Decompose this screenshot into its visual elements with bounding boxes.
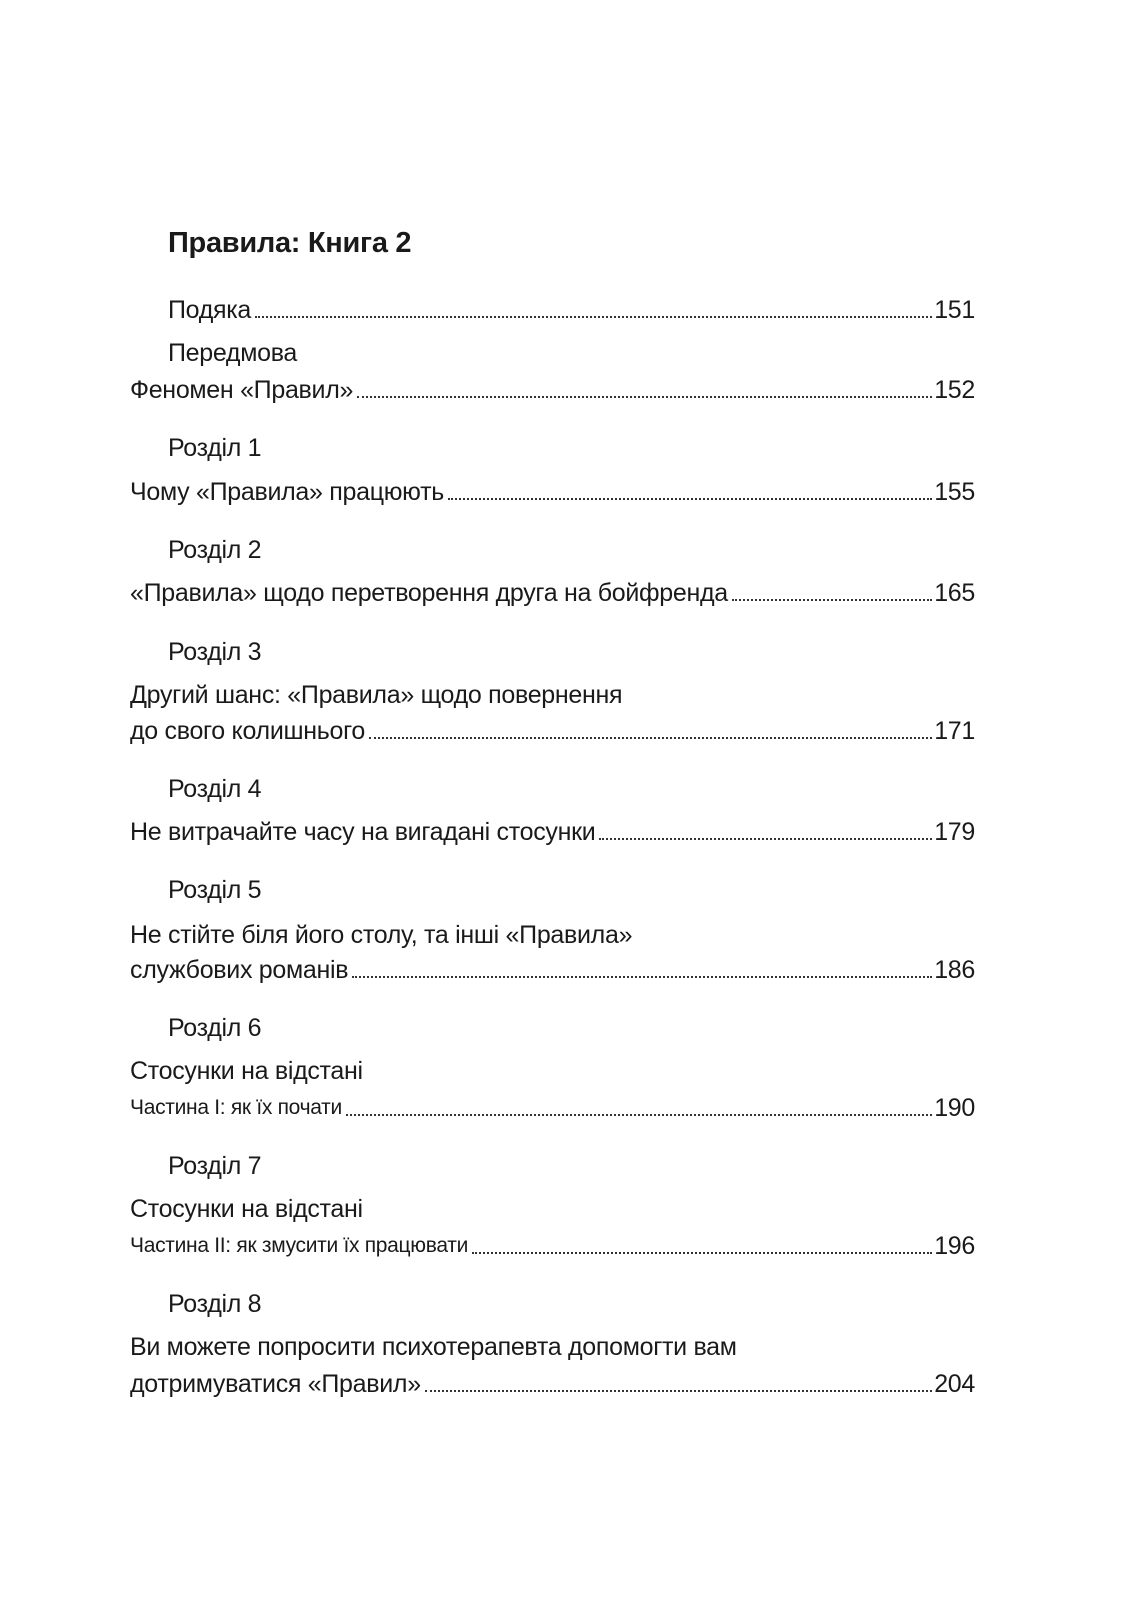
dot-leader bbox=[346, 1114, 932, 1116]
dot-leader bbox=[357, 396, 932, 398]
entry-title: Феномен «Правил» bbox=[130, 376, 354, 404]
dot-leader bbox=[732, 599, 932, 601]
entry-title: «Правила» щодо перетворення друга на бойфренда bbox=[130, 579, 728, 607]
page-number: 186 bbox=[934, 956, 975, 984]
entry-subtitle: Частина II: як змусити їх працювати bbox=[130, 1234, 469, 1257]
toc-entry[interactable] bbox=[130, 954, 975, 986]
toc-entry[interactable] bbox=[130, 476, 975, 508]
dot-leader bbox=[599, 838, 932, 840]
entry-title-line: Стосунки на відстані bbox=[130, 1195, 363, 1223]
dot-leader bbox=[425, 1390, 932, 1392]
toc-entry[interactable] bbox=[130, 715, 975, 747]
entry-title: до свого колишнього bbox=[130, 717, 365, 745]
dot-leader bbox=[369, 737, 932, 739]
dot-leader bbox=[448, 498, 932, 500]
entry-title-line: Ви можете попросити психотерапевта допомогти вам bbox=[130, 1333, 737, 1361]
section-heading: Розділ 6 bbox=[168, 1014, 262, 1042]
toc-entry[interactable] bbox=[168, 294, 975, 326]
dot-leader bbox=[472, 1252, 932, 1254]
section-heading: Розділ 7 bbox=[168, 1152, 262, 1180]
entry-title: Чому «Правила» працюють bbox=[130, 478, 444, 506]
toc-entry[interactable] bbox=[130, 577, 975, 609]
section-heading: Розділ 1 bbox=[168, 434, 262, 462]
section-heading: Розділ 4 bbox=[168, 775, 262, 803]
toc-entry[interactable] bbox=[130, 374, 975, 406]
page-number: 196 bbox=[934, 1232, 975, 1260]
toc-entry[interactable] bbox=[130, 1368, 975, 1400]
entry-title: службових романів bbox=[130, 956, 349, 984]
entry-title-line: Другий шанс: «Правила» щодо повернення bbox=[130, 681, 623, 709]
page-number: 190 bbox=[934, 1094, 975, 1122]
section-heading: Розділ 3 bbox=[168, 638, 262, 666]
dot-leader bbox=[352, 976, 932, 978]
entry-title: дотримуватися «Правил» bbox=[130, 1370, 421, 1398]
page-title: Правила: Книга 2 bbox=[168, 227, 412, 259]
entry-title-line: Не стійте біля його столу, та інші «Правила» bbox=[130, 921, 633, 949]
entry-title: Подяка bbox=[168, 296, 252, 324]
toc-entry[interactable] bbox=[130, 816, 975, 848]
dot-leader bbox=[255, 316, 932, 318]
section-heading: Передмова bbox=[168, 339, 298, 367]
toc-entry[interactable] bbox=[130, 1230, 975, 1262]
page-number: 151 bbox=[934, 296, 975, 324]
page-number: 155 bbox=[934, 478, 975, 506]
section-heading: Розділ 8 bbox=[168, 1290, 262, 1318]
page-number: 171 bbox=[934, 717, 975, 745]
section-heading: Розділ 5 bbox=[168, 876, 262, 904]
page-number: 179 bbox=[934, 818, 975, 846]
section-heading: Розділ 2 bbox=[168, 536, 262, 564]
entry-title: Не витрачайте часу на вигадані стосунки bbox=[130, 818, 596, 846]
entry-title-line: Стосунки на відстані bbox=[130, 1057, 363, 1085]
entry-subtitle: Частина I: як їх почати bbox=[130, 1096, 342, 1119]
page-number: 152 bbox=[934, 376, 975, 404]
page-number: 165 bbox=[934, 579, 975, 607]
toc-entry[interactable] bbox=[130, 1092, 975, 1124]
page-number: 204 bbox=[934, 1370, 975, 1398]
